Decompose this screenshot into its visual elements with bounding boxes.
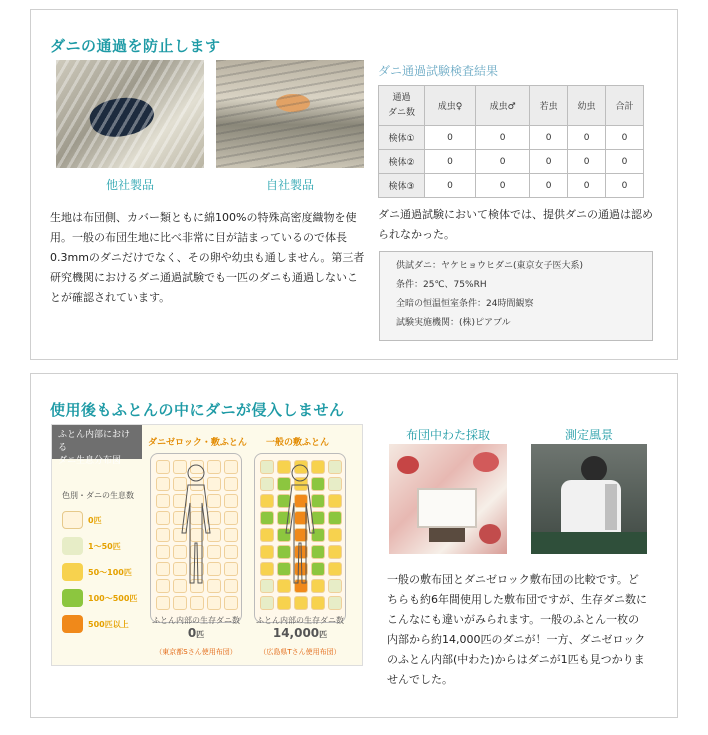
table-cell: 0 — [476, 174, 530, 198]
table-cell: 0 — [425, 174, 476, 198]
body-outline-left — [150, 453, 242, 623]
legend-label: 500匹以上 — [88, 620, 129, 629]
table-header: 合計 — [606, 86, 644, 126]
table-cell: 0 — [568, 126, 606, 150]
table-cell: 0 — [606, 174, 644, 198]
table-cell: 0 — [530, 174, 568, 198]
section-heading: 使用後もふとんの中にダニが侵入しません — [50, 401, 345, 419]
condition-line: 試験実施機関：(株)ピアブル — [396, 318, 511, 328]
legend-swatch — [62, 615, 83, 633]
legend-title: 色別・ダニの生息数 — [62, 491, 134, 500]
table-cell: 0 — [530, 126, 568, 150]
table-cell: 0 — [568, 150, 606, 174]
count-number: 14,000 — [272, 626, 320, 640]
legend-swatch — [62, 511, 83, 529]
right-count-value — [252, 626, 348, 640]
condition-line: 供試ダニ：ヤケヒョウヒダニ(東京女子医大系) — [396, 261, 584, 271]
measurement-photo — [531, 444, 647, 554]
table-cell: 0 — [606, 126, 644, 150]
left-source: （東京都Sさん使用布団） — [155, 648, 237, 656]
our-product-photo — [216, 60, 364, 168]
table-cell: 0 — [606, 150, 644, 174]
table-cell: 0 — [476, 126, 530, 150]
count-unit: 匹 — [196, 630, 205, 639]
other-product-caption: 他社製品 — [105, 178, 154, 192]
measurement-caption: 測定風景 — [564, 428, 613, 442]
body-outline-right — [254, 453, 346, 623]
description-text: 生地は布団側、カバー類ともに綿100%の特殊高密度織物を使用。一般の布団生地に比べ非常に目が詰まっているので体長0.3mmのダニだけでなく、その卵や幼虫も通しません。第三者研究機関におけるダニ通過試験でも一匹のダニも通過しないことが確認されています。 — [50, 211, 365, 304]
right-mattress-title: 一般の敷ふとん — [266, 438, 330, 448]
legend-label: 50〜100匹 — [88, 568, 132, 577]
mite-barrier-panel — [30, 9, 678, 360]
left-count-label: ふとん内部の生存ダニ数 — [152, 616, 240, 625]
result-table — [378, 85, 644, 198]
left-mattress-title: ダニゼロック・敷ふとん — [148, 438, 247, 448]
table-row — [379, 126, 644, 150]
other-product-photo — [56, 60, 204, 168]
row-label: 検体① — [379, 126, 425, 150]
table-row — [379, 150, 644, 174]
right-count-label: ふとん内部の生存ダニ数 — [256, 616, 344, 625]
table-row — [379, 174, 644, 198]
legend-label: 100〜500匹 — [88, 594, 138, 603]
row-label: 検体③ — [379, 174, 425, 198]
table-header: 成虫♂ — [476, 86, 530, 126]
condition-line: 全暗の恒温恒室条件：24時間観察 — [396, 299, 534, 309]
table-header: 若虫 — [530, 86, 568, 126]
legend-label: 1〜50匹 — [88, 542, 121, 551]
test-conditions-box — [379, 251, 653, 341]
right-source: （広島県Tさん使用布団） — [259, 648, 341, 656]
our-product-caption: 自社製品 — [265, 178, 314, 192]
legend-swatch — [62, 589, 83, 607]
section-heading: ダニの通過を防止します — [50, 37, 221, 55]
legend-label: 0匹 — [88, 516, 102, 525]
legend-swatch — [62, 537, 83, 555]
count-unit: 匹 — [319, 630, 328, 639]
table-cell: 0 — [530, 150, 568, 174]
table-cell: 0 — [476, 150, 530, 174]
sampling-caption: 布団中わた採取 — [405, 428, 490, 442]
table-corner-cell: 通過 ダニ数 — [379, 86, 425, 126]
legend-swatch — [62, 563, 83, 581]
left-count-value — [148, 626, 244, 640]
condition-line: 条件：25℃、75%RH — [396, 280, 487, 290]
row-label: 検体② — [379, 150, 425, 174]
table-header-row — [379, 86, 644, 126]
count-number: 0 — [187, 626, 197, 640]
sampling-photo — [389, 444, 507, 554]
comparison-text: 一般の敷布団とダニゼロック敷布団の比較です。どちらも約6年間使用した敷布団ですが、生存ダニ数にこんなにも違いがみられます。一般のふとん一枚の内部から約14,000匹のダニが！一方、ダニゼロックのふとん内部(中わた)からはダニが1匹も見つかりませんでした。 — [387, 573, 647, 686]
table-cell: 0 — [425, 150, 476, 174]
table-cell: 0 — [425, 126, 476, 150]
table-header: 幼虫 — [568, 86, 606, 126]
diagram-tag: ふとん内部における ダニ生息分布図 — [52, 425, 142, 459]
table-cell: 0 — [568, 174, 606, 198]
no-intrusion-panel — [30, 373, 678, 718]
result-title: ダニ通過試験検査結果 — [378, 64, 499, 78]
mite-distribution-diagram — [51, 424, 363, 666]
table-header: 成虫♀ — [425, 86, 476, 126]
result-text: ダニ通過試験において検体では、提供ダニの通過は認められなかった。 — [378, 208, 653, 241]
